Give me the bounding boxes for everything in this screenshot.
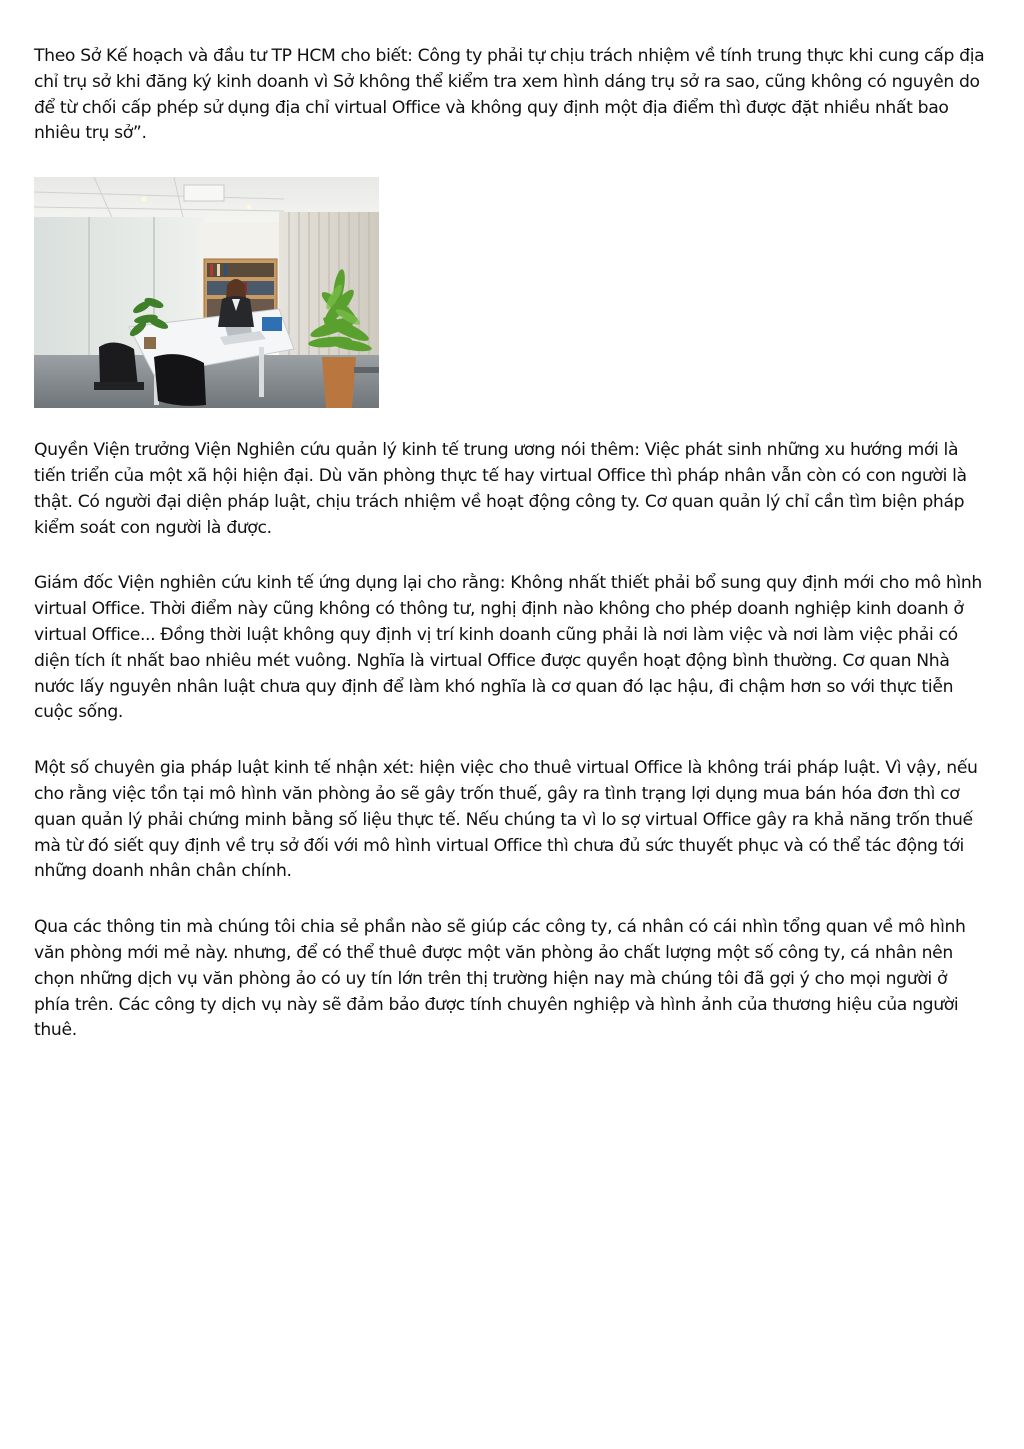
- paragraph-2: Quyền Viện trưởng Viện Nghiên cứu quản lý kinh tế trung ương nói thêm: Việc phát sinh những xu hướng mới là tiến triển của một xã hội hiện đại. Dù văn phòng thực tế hay virtual Office thì pháp nhân vẫn còn có con người là thật. Có người đại diện pháp luật, chịu trách nhiệm về hoạt động công ty. Cơ quan quản lý chỉ cần tìm biện pháp kiểm soát con người là được.: [34, 440, 967, 538]
- paragraph-intro: Theo Sở Kế hoạch và đầu tư TP HCM cho biết: Công ty phải tự chịu trách nhiệm về tính trung thực khi cung cấp địa chỉ trụ sở khi đăng ký kinh doanh vì Sở không thể kiểm tra xem hình dáng trụ sở ra sao, cũng không có nguyên do để từ chối cấp phép sử dụng địa chỉ virtual Office và không quy định một địa điểm thì được đặt nhiều nhất bao nhiêu trụ sở”.: [34, 46, 985, 144]
- paragraph-3: Giám đốc Viện nghiên cứu kinh tế ứng dụng lại cho rằng: Không nhất thiết phải bổ sung quy định mới cho mô hình virtual Office. Thời điểm này cũng không có thông tư, nghị định nào không cho phép doanh nghiệp kinh doanh ở virtual Office... Đồng thời luật không quy định vị trí kinh doanh cũng phải là nơi làm việc và nơi làm việc phải có diện tích ít nhất bao nhiêu mét vuông. Nghĩa là virtual Office được quyền hoạt động bình thường. Cơ quan Nhà nước lấy nguyên nhân luật chưa quy định để làm khó nghĩa là cơ quan đó lạc hậu, đi chậm hơn so với thực tiễn cuộc sống.: [34, 573, 982, 723]
- paragraph-5: Qua các thông tin mà chúng tôi chia sẻ phần nào sẽ giúp các công ty, cá nhân có cái nhìn tổng quan về mô hình văn phòng mới mẻ này. nhưng, để có thể thuê được một văn phòng ảo chất lượng một số công ty, cá nhân nên chọn những dịch vụ văn phòng ảo có uy tín lớn trên thị trường hiện nay mà chúng tôi đã gợi ý cho mọi người ở phía trên. Các công ty dịch vụ này sẽ đảm bảo được tính chuyên nghiệp và hình ảnh của thương hiệu của người thuê.: [34, 917, 966, 1041]
- paragraph-4: Một số chuyên gia pháp luật kinh tế nhận xét: hiện việc cho thuê virtual Office là không trái pháp luật. Vì vậy, nếu cho rằng việc tồn tại mô hình văn phòng ảo sẽ gây trốn thuế, gây ra tình trạng lợi dụng mua bán hóa đơn thì cơ quan quản lý phải chứng minh bằng số liệu thực tế. Nếu chúng ta vì lo sợ virtual Office gây ra khả năng trốn thuế mà từ đó siết quy định về trụ sở đối với mô hình virtual Office thì chưa đủ sức thuyết phục và có thể tác động tới những doanh nhân chân chính.: [34, 758, 978, 882]
- article-body: [34, 44, 986, 1044]
- office-photo: [34, 177, 379, 408]
